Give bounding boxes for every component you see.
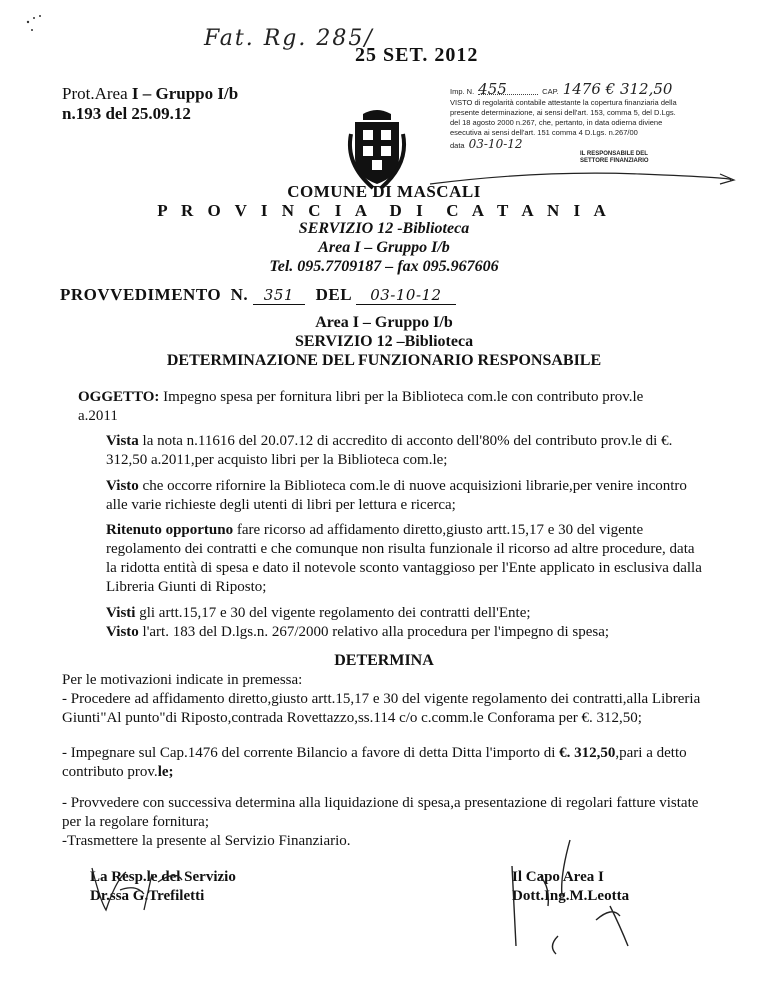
item-2-amount: €. 312,50 xyxy=(559,745,616,761)
protocol-number: n.193 del 25.09.12 xyxy=(62,104,191,123)
determina-item-4: -Trasmettere la presente al Servizio Finanziario. xyxy=(62,833,351,849)
visto-stamp xyxy=(450,80,720,165)
visti-label: Visti xyxy=(106,605,136,621)
visti-paragraph xyxy=(106,604,706,623)
signature-right-title: Il Capo Area I xyxy=(512,869,604,885)
provincia-name: P R O V I N C I A D I C A T A N I A xyxy=(157,201,611,220)
oggetto-paragraph xyxy=(78,388,678,426)
ritenuto-label: Ritenuto opportuno xyxy=(106,522,234,538)
servizio-name: SERVIZIO 12 -Biblioteca xyxy=(298,220,470,237)
vista-label: Vista xyxy=(106,433,139,449)
handwritten-note: Fat. Rg. 285/ xyxy=(204,26,374,51)
section-determinazione: DETERMINAZIONE DEL FUNZIONARIO RESPONSABILE xyxy=(166,352,602,369)
data-label: data xyxy=(450,141,465,150)
item-2-text: - Impegnare sul Cap.1476 del corrente Bilancio a favore di detta Ditta l'importo di xyxy=(62,745,560,761)
visto-label: Visto xyxy=(106,478,139,494)
item-2-text-mid: ,pari a detto contributo prov. xyxy=(62,745,687,780)
imp-value: 455 xyxy=(478,84,538,95)
received-stamp-date: 25 SET. 2012 xyxy=(355,44,479,66)
oggetto-label: OGGETTO: xyxy=(78,389,160,405)
cap-value: 1476 € 312,50 xyxy=(562,80,673,98)
visto-text: che occorre rifornire la Biblioteca com.le di nuove acquisizioni librarie,per venire incontro alle varie richieste degli utenti di libri per lettura e ricerca; xyxy=(106,478,687,513)
handwritten-signature-left xyxy=(86,860,196,920)
protocol-label: Prot.Area xyxy=(62,84,132,103)
visto-art-text: l'art. 183 del D.lgs.n. 267/2000 relativo alla procedura per l'impegno di spesa; xyxy=(138,624,610,640)
vista-paragraph xyxy=(106,432,706,470)
determina-heading: DETERMINA xyxy=(334,652,434,669)
visto-art-paragraph xyxy=(106,623,706,642)
provvedimento-date: 03-10-12 xyxy=(356,286,456,305)
imp-label: Imp. N. xyxy=(450,87,475,96)
responsabile-label: IL RESPONSABILE DEL SETTORE FINANZIARIO xyxy=(580,151,649,164)
visti-text: gli artt.15,17 e 30 del vigente regolamento dei contratti dell'Ente; xyxy=(135,605,531,621)
determina-item-3: - Provvedere con successiva determina alla liquidazione di spesa,a presentazione di regolari fatture vistate per la regolare fornitura; xyxy=(62,795,699,830)
visto-text: VISTO di regolarità contabile attestante la copertura finanziaria della presente determinazione, ai sensi dell'art. 153, comma 5, del D.Lgs. del 18 agosto 2000 n.267, che, pertanto, in data odierna diviene esecutiva ai sensi dell'art. 151 comma 4 D.Lgs. n.267/00 xyxy=(450,98,677,137)
del-label: DEL xyxy=(315,285,352,304)
visto-paragraph xyxy=(106,477,706,515)
handwritten-signature-right xyxy=(500,836,660,956)
cap-label: CAP. xyxy=(542,87,559,96)
section-area: Area I – Gruppo I/b xyxy=(315,314,453,331)
signature-right-name: Dott.Ing.M.Leotta xyxy=(512,888,630,904)
data-value: 03-10-12 xyxy=(468,137,523,151)
area-name: Area I – Gruppo I/b xyxy=(318,239,450,256)
signature-left-title: La Resp.le del Servizio xyxy=(90,869,236,885)
section-servizio: SERVIZIO 12 –Biblioteca xyxy=(294,333,474,350)
vista-text: la nota n.11616 del 20.07.12 di accredito di acconto dell'80% del contributo prov.le di €. 312,50 a.2011,per acquisto libri per la Biblioteca com.le; xyxy=(106,433,673,468)
municipal-crest-icon xyxy=(343,104,411,192)
scan-specks xyxy=(24,8,54,38)
determina-intro: Per le motivazioni indicate in premessa: xyxy=(62,672,303,688)
item-2-text-end: le; xyxy=(157,764,174,780)
ritenuto-paragraph xyxy=(106,521,706,597)
provvedimento-line xyxy=(60,285,456,305)
comune-name: COMUNE DI MASCALI xyxy=(287,182,481,201)
provvedimento-number: 351 xyxy=(253,286,305,305)
ritenuto-text: fare ricorso ad affidamento diretto,giusto artt.15,17 e 30 del vigente regolamento dei contratti e che comunque non risulta funzionale il ricorso ad altre procedure, data la ridotta entità di spesa e dato il notevole sconto vantaggioso per l'Ente applicato in esclusiva dalla Libreria Giunti di Riposto; xyxy=(106,522,702,595)
protocol-block xyxy=(62,84,238,124)
provvedimento-label: PROVVEDIMENTO N. xyxy=(60,285,249,304)
determina-item-2 xyxy=(62,744,712,782)
determina-item-1: - Procedere ad affidamento diretto,giusto artt.15,17 e 30 del vigente regolamento dei contratti,alla Libreria Giunti"Al punto"di Riposto,contrada Rovettazzo,ss.114 c/o c.comm.le Conforama per €. 312,50; xyxy=(62,691,701,726)
contact-phone: Tel. 095.7709187 – fax 095.967606 xyxy=(269,258,499,275)
visto-art-label: Visto xyxy=(106,624,139,640)
oggetto-text: Impegno spesa per fornitura libri per la Biblioteca com.le con contributo prov.le a.2011 xyxy=(78,389,644,424)
signature-left-name: Dr.ssa G.Trefiletti xyxy=(90,888,205,904)
protocol-area: I – Gruppo I/b xyxy=(131,84,239,103)
